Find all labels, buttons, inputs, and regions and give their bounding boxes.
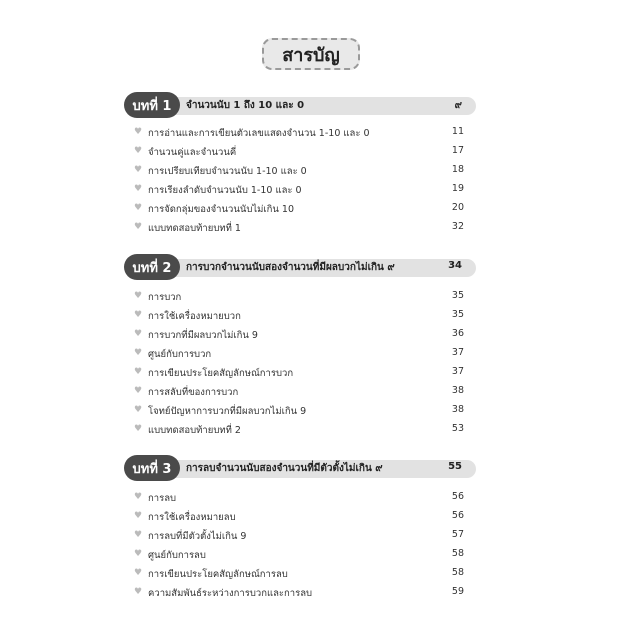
heart-icon: ♥ [134,310,143,320]
toc-item[interactable] [134,422,464,438]
heart-icon: ♥ [134,386,143,396]
item-page: 58 [451,548,464,559]
item-label: โจทย์ปัญหาการบวกที่มีผลบวกไม่เกิน 9 [148,406,307,417]
item-page: 53 [451,423,464,434]
item-label: ศูนย์กับการบวก [148,349,212,360]
chapter-2-header[interactable] [124,254,476,280]
heart-icon: ♥ [134,146,143,156]
item-label: การเปรียบเทียบจำนวนนับ 1-10 และ 0 [148,166,307,177]
chapter-tag: บทที่ 2 [124,254,180,280]
item-label: การสลับที่ของการบวก [148,387,239,398]
item-label: จำนวนคู่และจำนวนคี่ [148,147,237,158]
heart-icon: ♥ [134,511,143,521]
item-label: ศูนย์กับการลบ [148,550,206,561]
heart-icon: ♥ [134,424,143,434]
chapter-tag: บทที่ 3 [124,455,180,481]
heart-icon: ♥ [134,203,143,213]
toc-item[interactable] [134,585,464,601]
item-page: 17 [451,145,464,156]
heart-icon: ♥ [134,568,143,578]
toc-item[interactable] [134,547,464,563]
chapter-page: 55 [448,461,462,472]
item-label: การเขียนประโยคสัญลักษณ์การลบ [148,569,288,580]
heart-icon: ♥ [134,530,143,540]
item-label: การใช้เครื่องหมายลบ [148,512,236,523]
toc-item[interactable] [134,289,464,305]
toc-item[interactable] [134,365,464,381]
heart-icon: ♥ [134,184,143,194]
heart-icon: ♥ [134,291,143,301]
item-page: 36 [451,328,464,339]
item-page: 20 [451,202,464,213]
page-title: สารบัญ [262,38,360,70]
chapter-page: 34 [448,260,462,271]
heart-icon: ♥ [134,329,143,339]
toc-item[interactable] [134,144,464,160]
chapter-page: ๙ [454,100,462,111]
item-page: 35 [451,290,464,301]
toc-item[interactable] [134,163,464,179]
chapter-tag: บทที่ 1 [124,92,180,118]
toc-item[interactable] [134,346,464,362]
item-label: การใช้เครื่องหมายบวก [148,311,241,322]
chapter-title: จำนวนนับ 1 ถึง 10 และ 0 [186,100,305,111]
toc-item[interactable] [134,403,464,419]
heart-icon: ♥ [134,165,143,175]
chapter-title: การบวกจำนวนนับสองจำนวนที่มีผลบวกไม่เกิน ๙ [186,262,395,273]
heart-icon: ♥ [134,127,143,137]
toc-item[interactable] [134,528,464,544]
toc-item[interactable] [134,566,464,582]
item-label: การลบ [148,493,177,504]
item-page: 57 [451,529,464,540]
toc-item[interactable] [134,125,464,141]
item-page: 18 [451,164,464,175]
chapter-title: การลบจำนวนนับสองจำนวนที่มีตัวตั้งไม่เกิน ๙ [186,463,383,474]
toc-item[interactable] [134,384,464,400]
item-label: แบบทดสอบท้ายบทที่ 1 [148,223,241,234]
toc-item[interactable] [134,327,464,343]
item-page: 11 [451,126,464,137]
item-label: การบวก [148,292,182,303]
toc-item[interactable] [134,490,464,506]
toc-item[interactable] [134,509,464,525]
item-label: การเรียงลำดับจำนวนนับ 1-10 และ 0 [148,185,302,196]
item-page: 58 [451,567,464,578]
item-page: 38 [451,404,464,415]
item-label: การบวกที่มีผลบวกไม่เกิน 9 [148,330,258,341]
item-label: การลบที่มีตัวตั้งไม่เกิน 9 [148,531,247,542]
heart-icon: ♥ [134,587,143,597]
heart-icon: ♥ [134,549,143,559]
toc-item[interactable] [134,308,464,324]
chapter-3-header[interactable] [124,455,476,481]
item-page: 56 [451,491,464,502]
item-page: 37 [451,347,464,358]
item-label: การอ่านและการเขียนตัวเลขแสดงจำนวน 1-10 และ 0 [148,128,370,139]
item-page: 19 [451,183,464,194]
item-page: 59 [451,586,464,597]
chapter-1-header[interactable] [124,92,476,118]
heart-icon: ♥ [134,405,143,415]
item-label: ความสัมพันธ์ระหว่างการบวกและการลบ [148,588,313,599]
item-page: 32 [451,221,464,232]
heart-icon: ♥ [134,222,143,232]
item-label: การจัดกลุ่มของจำนวนนับไม่เกิน 10 [148,204,294,215]
heart-icon: ♥ [134,492,143,502]
heart-icon: ♥ [134,348,143,358]
item-page: 37 [451,366,464,377]
item-page: 35 [451,309,464,320]
toc-item[interactable] [134,201,464,217]
item-page: 38 [451,385,464,396]
toc-item[interactable] [134,182,464,198]
item-page: 56 [451,510,464,521]
toc-item[interactable] [134,220,464,236]
heart-icon: ♥ [134,367,143,377]
item-label: การเขียนประโยคสัญลักษณ์การบวก [148,368,294,379]
item-label: แบบทดสอบท้ายบทที่ 2 [148,425,241,436]
